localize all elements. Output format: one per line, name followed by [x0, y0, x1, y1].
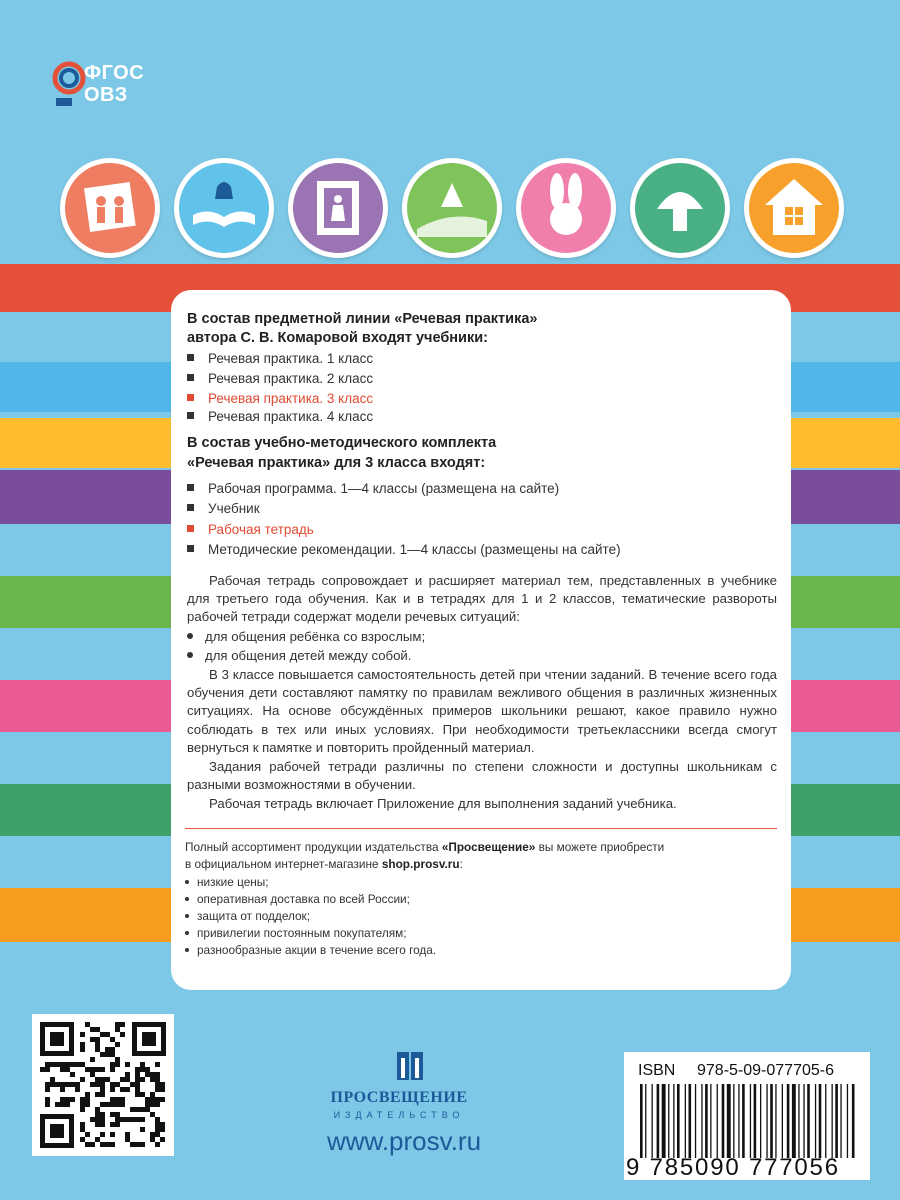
house-icon-badge — [744, 158, 844, 258]
mushroom-icon-badge — [630, 158, 730, 258]
square-bullet-icon — [187, 394, 194, 401]
square-bullet-icon — [187, 412, 194, 419]
description-paragraph: В 3 классе повышается самостоятельность детей при чтении заданий. В течение всего года обучения дети составляют памятку по правилам вежливого общения в различных жизненных ситуациях. На основе обсуждённых примеров школьники решают, какое правило нужно соблюдать в тех или иных условиях. При необходимости третьеклассники всегда смогут вернуться к памятке и повторить пройденный материал. — [187, 667, 777, 755]
square-bullet-icon — [187, 374, 194, 381]
textbook-item: Речевая практика. 1 класс — [187, 350, 373, 368]
bunny-icon — [521, 163, 611, 253]
info-card — [171, 290, 791, 990]
landscape-icon-badge — [402, 158, 502, 258]
qr-code-icon — [32, 1014, 174, 1156]
situation-item: для общения ребёнка со взрослым; — [187, 628, 425, 646]
shop-line1: Полный ассортимент продукции издательства «Просвещение» вы можете приобрести — [185, 840, 665, 854]
publisher-website-link[interactable]: www.prosv.ru — [326, 1126, 482, 1156]
kit-item: Учебник — [187, 500, 260, 518]
publisher-name: ПРОСВЕЩЕНИЕ — [330, 1089, 468, 1106]
publisher-logo — [310, 1048, 510, 1089]
square-bullet-icon — [187, 484, 194, 491]
picture-frame-icon — [293, 163, 383, 253]
kit-heading-line2: «Речевая практика» для 3 класса входят: — [187, 455, 486, 471]
textbooks-heading-line1: В состав предметной линии «Речевая практика» — [187, 311, 538, 327]
benefit-item: разнообразные акции в течение всего года. — [185, 942, 436, 958]
fgos-logo-icon — [52, 52, 86, 112]
isbn-label: ISBN — [638, 1062, 676, 1079]
round-bullet-icon — [185, 880, 189, 884]
textbook-item-current: Речевая практика. 3 класс — [187, 390, 373, 408]
children-icon — [65, 163, 155, 253]
mushroom-icon — [635, 163, 725, 253]
round-bullet-icon — [185, 914, 189, 918]
shop-link[interactable]: shop.prosv.ru — [381, 857, 460, 871]
benefit-item: привилегии постоянным покупателям; — [185, 925, 407, 941]
kit-item-current: Рабочая тетрадь — [187, 521, 314, 539]
logo-line2: ОВЗ — [84, 84, 128, 106]
round-bullet-icon — [185, 931, 189, 935]
qr-code[interactable] — [32, 1014, 174, 1156]
round-bullet-icon — [185, 897, 189, 901]
benefit-item: оперативная доставка по всей России; — [185, 891, 410, 907]
textbook-item: Речевая практика. 2 класс — [187, 370, 373, 388]
kit-item: Методические рекомендации. 1—4 классы (размещены на сайте) — [187, 541, 621, 559]
logo-line1: ФГОС — [84, 62, 145, 84]
benefit-item: защита от подделок; — [185, 908, 310, 924]
bunny-icon-badge — [516, 158, 616, 258]
square-bullet-icon — [187, 354, 194, 361]
benefit-item: низкие цены; — [185, 874, 269, 890]
kit-heading-line1: В состав учебно-методического комплекта — [187, 435, 497, 451]
picture-frame-icon-badge — [288, 158, 388, 258]
square-bullet-icon — [187, 525, 194, 532]
divider — [185, 828, 777, 829]
square-bullet-icon — [187, 545, 194, 552]
isbn-value: 978-5-09-077705-6 — [697, 1062, 834, 1079]
children-icon-badge — [60, 158, 160, 258]
barcode-icon — [638, 1084, 856, 1158]
isbn-block — [624, 1052, 870, 1180]
square-bullet-icon — [187, 504, 194, 511]
textbooks-heading-line2: автора С. В. Комаровой входят учебники: — [187, 330, 488, 346]
round-bullet-icon — [185, 948, 189, 952]
kit-item: Рабочая программа. 1—4 классы (размещена на сайте) — [187, 480, 559, 498]
round-bullet-icon — [187, 633, 193, 639]
publisher-subtitle: ИЗДАТЕЛЬСТВО — [333, 1110, 465, 1120]
description-paragraph: Рабочая тетрадь сопровождает и расширяет материал тем, представленных в учебнике для третьего года обучения. Как и в тетрадях для 1 и 2 классов, тематические развороты рабочей тетради содержат модели речевых ситуаций: — [187, 573, 777, 625]
landscape-icon — [407, 163, 497, 253]
shop-line2: в официальном интернет-магазине shop.prosv.ru: — [185, 857, 463, 871]
fgos-logo-text — [84, 62, 144, 106]
situation-item: для общения детей между собой. — [187, 647, 411, 665]
description-paragraph: Задания рабочей тетради различны по степени сложности и доступны школьникам с разными возможностями в обучении. — [187, 759, 777, 793]
book-bell-icon-badge — [174, 158, 274, 258]
book-bell-icon — [179, 163, 269, 253]
round-bullet-icon — [187, 652, 193, 658]
house-icon — [749, 163, 839, 253]
description-paragraph: Рабочая тетрадь включает Приложение для выполнения заданий учебника. — [209, 796, 677, 811]
barcode-digits: 9 785090 777056 — [626, 1154, 840, 1181]
textbook-item: Речевая практика. 4 класс — [187, 408, 373, 426]
publisher-emblem-icon — [395, 1048, 425, 1084]
